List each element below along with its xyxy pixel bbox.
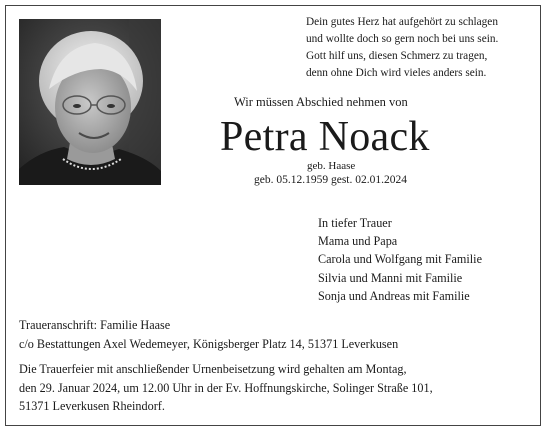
mourner-line: Carola und Wolfgang mit Familie [318, 252, 482, 267]
ceremony-info [19, 360, 433, 416]
ceremony-line: 51371 Leverkusen Rheindorf. [19, 399, 165, 413]
poem [306, 14, 536, 82]
condolence-address [19, 316, 398, 353]
poem-line: Gott hilf uns, diesen Schmerz zu tragen, [306, 50, 488, 62]
ceremony-line: den 29. Januar 2024, um 12.00 Uhr in der Ev. Hoffnungskirche, Solinger Straße 101, [19, 380, 433, 395]
address-line: Traueranschrift: Familie Haase [19, 318, 171, 332]
poem-line: denn ohne Dich wird vieles anders sein. [306, 67, 487, 79]
poem-line: Dein gutes Herz hat aufgehört zu schlagen [306, 16, 498, 28]
mourner-line: Sonja und Andreas mit Familie [318, 288, 470, 303]
intro-text: Wir müssen Abschied nehmen von [234, 95, 408, 109]
mourners-list [318, 214, 482, 305]
address-line: c/o Bestattungen Axel Wedemeyer, Königsberger Platz 14, 51371 Leverkusen [19, 336, 399, 351]
ceremony-line: Die Trauerfeier mit anschließender Urnenbeisetzung wird gehalten am Montag, [19, 362, 407, 376]
portrait-photo [19, 19, 161, 185]
mourner-line: In tiefer Trauer [318, 216, 392, 230]
maiden-name: geb. Haase [307, 160, 356, 172]
mourner-line: Mama und Papa [318, 234, 398, 249]
deceased-name: Petra Noack [220, 114, 430, 160]
poem-line: und wollte doch so gern noch bei uns sein. [306, 33, 499, 45]
life-dates: geb. 05.12.1959 gest. 02.01.2024 [254, 174, 408, 186]
mourner-line: Silvia und Manni mit Familie [318, 270, 463, 285]
